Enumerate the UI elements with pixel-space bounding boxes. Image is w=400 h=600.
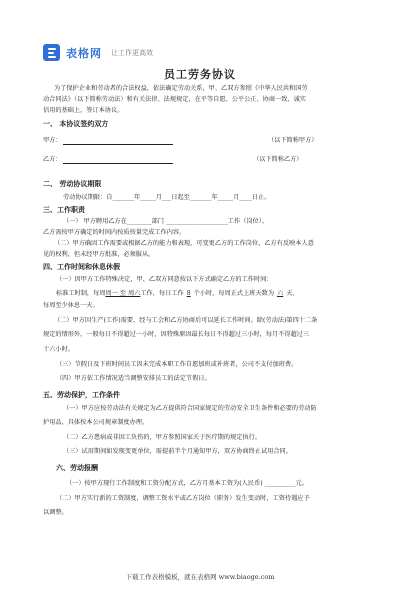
pay-line: （二）甲方实行新的工资制度，调整工资水平或乙方岗位（职务）发生变动时，工资待遇应予 — [56, 495, 310, 502]
section-heading: 一、 本协议签约双方 — [43, 119, 109, 128]
party-a-note: （以下简称甲方） — [268, 137, 318, 144]
hours-line: 十六小时。 — [43, 346, 74, 353]
party-b-field[interactable] — [63, 163, 173, 164]
hours-line: （一）因甲方工作特殊决定，甲、乙双方同意按以下方式确定乙方的工作时间： — [56, 276, 273, 283]
hours-schedule-line: 标准工时制，每周周一 至 周六工作，每日工作 8 个小时，每周正式上班天数为 六 天， — [56, 290, 299, 297]
hours-line: 规定的情形外，一般每日不得超过一小时，因特殊原因最长每日不得超过三小时，每月不得超过三 — [43, 331, 310, 338]
duty-line: 乙方需按甲方确定的时间内按质按量完成工作内容。 — [43, 229, 186, 236]
hours-line: （三）节假日及下班时间员工因未完成本职工作自愿加班或补班者，公司不支付加班费。 — [56, 361, 298, 368]
hours-line: 每周至少休息一天。 — [43, 302, 99, 309]
daily-hours-value[interactable]: 8 — [186, 290, 191, 297]
hours-line: （二）甲方因生产(工作)需要，经与工会和乙方协商后可以延长工作时间。除(劳动法)第四十二条 — [54, 317, 318, 324]
duty-line: （二）甲方确因工作需要或根据乙方的能力和表现，可变更乙方的工作岗位，乙方有反映本人意 — [54, 240, 314, 247]
section-heading: 四、工作时间和休息休假 — [43, 262, 120, 271]
preamble-line: 为了保护企业和劳动者的合法权益，依法确定劳动关系，甲、乙双方参照《中华人民共和国劳 — [54, 85, 308, 92]
section-heading: 二、 劳动协议期限 — [43, 179, 102, 188]
footer-link[interactable]: 下载工作表格模板，就在表格网 www.biaoge.com — [125, 573, 275, 581]
protection-line: 护用品，具体按本公司规章制度办理。 — [43, 419, 149, 426]
duty-line: 见的权利，但未经甲方批准，必须服从。 — [43, 251, 155, 258]
section-heading: 三、工作职责 — [43, 205, 85, 214]
weekly-days-value[interactable]: 六 — [277, 290, 284, 297]
section-heading: 五、劳动保护，工作条件 — [43, 390, 120, 399]
work-days-value[interactable]: 周一 至 周六 — [105, 290, 141, 297]
brand-logo[interactable] — [43, 44, 153, 61]
party-a-field[interactable] — [63, 144, 173, 145]
brand-name: 表格网 — [66, 46, 102, 60]
protection-line: （三）试用期间如发现变更单位，需提前半个月通知甲方，双方协商终止试用合同。 — [63, 448, 292, 455]
party-b-note: （以下简称乙方） — [253, 156, 303, 163]
document-title: 员工劳务协议 — [164, 68, 236, 81]
preamble-line: 动合同法》（以下简称劳动法）和有关法律、法规规定，在平等自愿、公平公正、协商一致、诚实 — [43, 96, 306, 103]
pay-line: （一）按甲方现行工作制度和工资分配方式，乙方月基本工资为(人民币) __________元。 — [66, 480, 308, 487]
party-b-label: 乙方： — [43, 156, 62, 163]
preamble-line: 信用的基础上，签订本协议。 — [43, 107, 124, 114]
term-line: 劳动协议期限：自_______年_____月___日起至_______年_____月____日止。 — [63, 194, 271, 201]
section-heading: 六、劳动报酬 — [56, 463, 98, 472]
protection-line: （一）甲方应按劳动法有关规定为乙方提供符合国家规定的劳动安全卫生条件和必要的劳动防 — [63, 405, 317, 412]
protection-line: （二）乙方患病或非因工负伤的，甲方参照国家关于医疗期的规定执行。 — [63, 434, 261, 441]
hours-line: （四）甲方依工作情况适当调整安排员工的法定节假日。 — [56, 375, 211, 382]
pay-line: 以调整。 — [43, 509, 68, 516]
brand-slogan: 让工作更高效 — [111, 48, 153, 57]
party-a-label: 甲方： — [43, 137, 62, 144]
biaoge-logo-icon — [43, 44, 60, 61]
duty-line: （一） 甲方聘用乙方在________部门 ____________________工作（岗位）。 — [63, 218, 269, 225]
